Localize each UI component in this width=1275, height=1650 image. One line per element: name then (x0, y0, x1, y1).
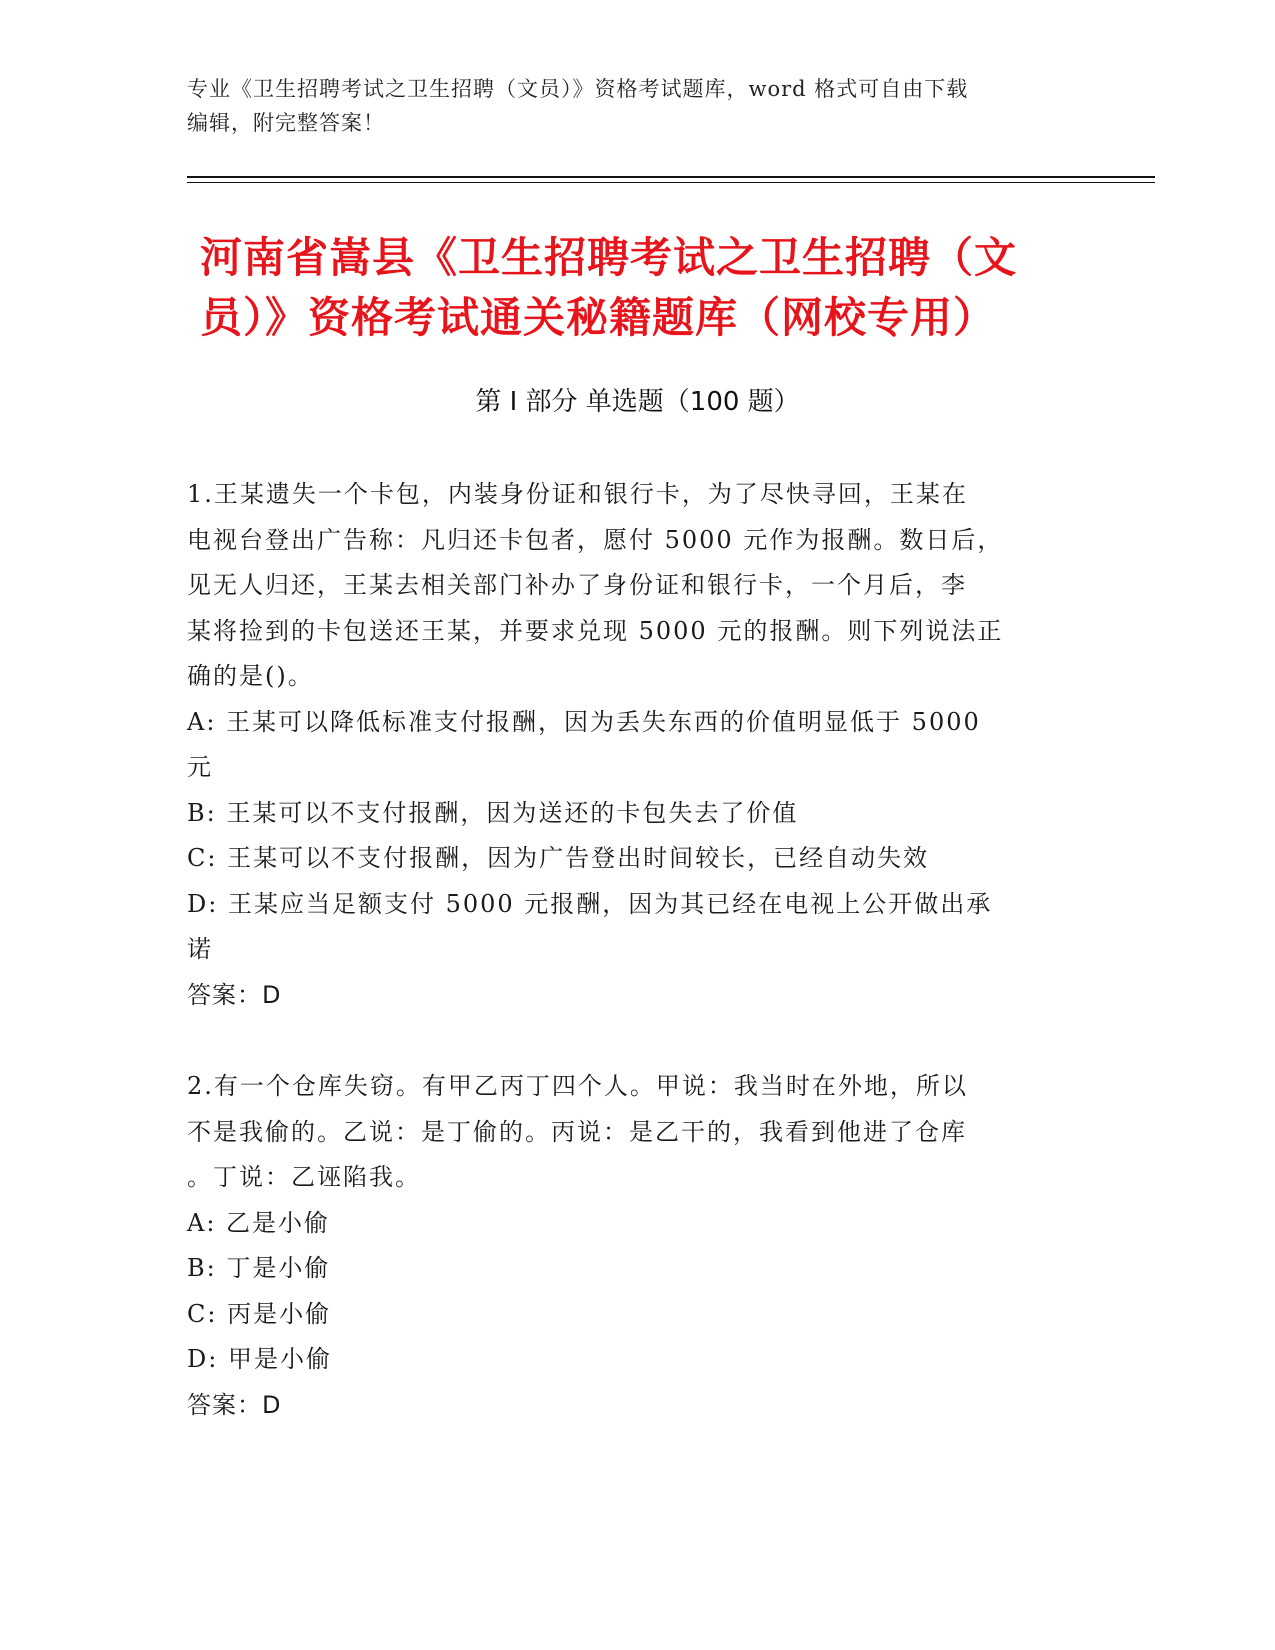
header-divider-thick (187, 176, 1155, 178)
question-stem-line: 见无人归还，王某去相关部门补办了身份证和银行卡，一个月后，李 (187, 571, 967, 599)
answer-line: 答案：D (187, 980, 282, 1009)
document-title-line-1: 河南省嵩县《卫生招聘考试之卫生招聘（文 (200, 233, 1018, 282)
option-d: D: 王某应当足额支付 5000 元报酬，因为其已经在电视上公开做出承 (187, 889, 993, 918)
header-note-line-1: 专业《卫生招聘考试之卫生招聘（文员）》资格考试题库，word 格式可自由下载 (187, 77, 969, 101)
question-stem-line: 1.王某遗失一个卡包，内装身份证和银行卡，为了尽快寻回，王某在 (187, 480, 968, 508)
option-d: D: 甲是小偷 (187, 1345, 332, 1373)
question-stem-line: 2.有一个仓库失窃。有甲乙丙丁四个人。甲说：我当时在外地，所以 (187, 1072, 968, 1100)
header-note-line-2: 编辑，附完整答案！ (187, 111, 385, 135)
document-header-note (187, 72, 1067, 140)
question-stem-line: 不是我偷的。乙说：是丁偷的。丙说：是乙干的，我看到他进了仓库 (187, 1117, 967, 1146)
option-d-continued: 诺 (187, 935, 213, 963)
document-title (200, 228, 1080, 348)
question-1 (187, 472, 1067, 1018)
question-stem-line: 某将捡到的卡包送还王某，并要求兑现 5000 元的报酬。则下列说法正 (187, 616, 1004, 645)
option-a-continued: 元 (187, 753, 213, 781)
section-heading: 第 I 部分 单选题（100 题） (475, 387, 800, 417)
option-a: A: 王某可以降低标准支付报酬，因为丢失东西的价值明显低于 5000 (187, 707, 981, 736)
document-title-line-2: 员）》资格考试通关秘籍题库（网校专用） (200, 293, 997, 342)
answer-line: 答案：D (187, 1390, 282, 1419)
question-2 (187, 1064, 1067, 1428)
header-divider-thin (187, 182, 1155, 183)
option-b: B: 王某可以不支付报酬，因为送还的卡包失去了价值 (187, 798, 799, 827)
question-stem-line: 确的是()。 (187, 662, 314, 690)
question-stem-line: 电视台登出广告称：凡归还卡包者，愿付 5000 元作为报酬。数日后， (187, 525, 1004, 554)
option-c: C: 王某可以不支付报酬，因为广告登出时间较长，已经自动失效 (187, 844, 930, 872)
option-c: C: 丙是小偷 (187, 1299, 332, 1328)
option-a: A: 乙是小偷 (187, 1208, 331, 1237)
option-b: B: 丁是小偷 (187, 1254, 331, 1282)
question-stem-line: 。丁说：乙诬陷我。 (187, 1163, 421, 1191)
